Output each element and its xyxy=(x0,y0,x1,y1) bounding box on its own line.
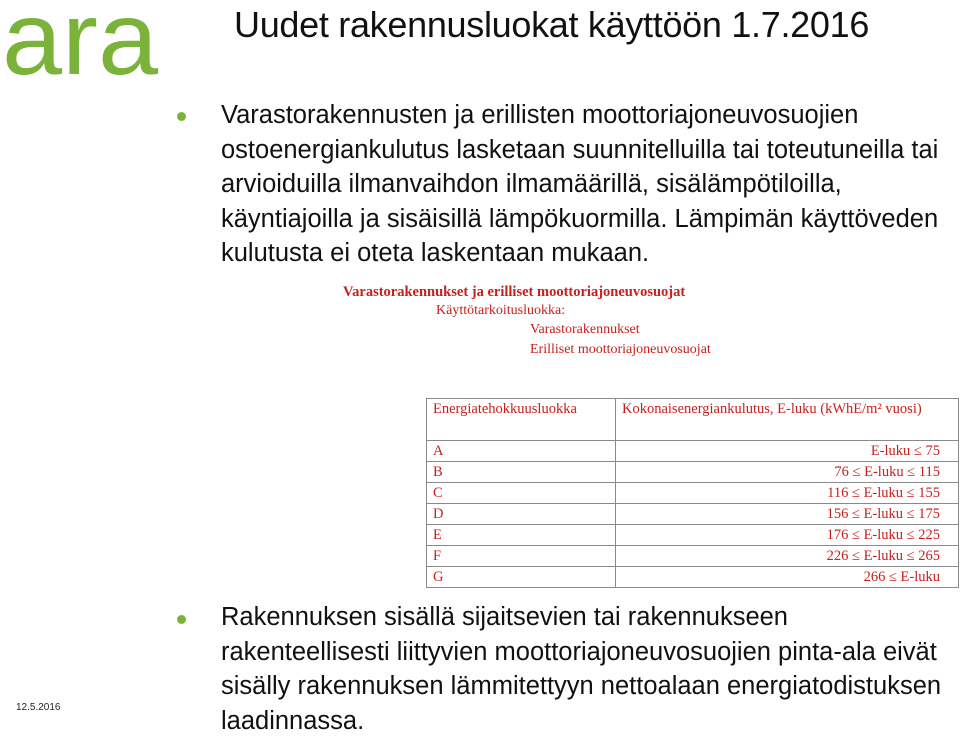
table-row xyxy=(427,483,959,504)
regulation-category: Erilliset moottoriajoneuvosuojat xyxy=(530,342,711,357)
table-row xyxy=(427,567,959,588)
bullet-dot xyxy=(177,112,186,121)
table-row xyxy=(427,504,959,525)
energy-class-cell: B xyxy=(427,462,616,483)
e-value-range-cell: 76 ≤ E-luku ≤ 115 xyxy=(616,462,959,483)
e-value-range-cell: 156 ≤ E-luku ≤ 175 xyxy=(616,504,959,525)
e-value-range-cell: 226 ≤ E-luku ≤ 265 xyxy=(616,546,959,567)
bullet-dot xyxy=(177,615,186,624)
bullet-text: Varastorakennusten ja erillisten moottoriajoneuvosuojien ostoenergiankulutus lasketaan suunnitelluilla tai toteutuneilla tai arvioiduilla ilmanvaihdon ilmamäärillä, sisälämpötiloilla, käyntiajoilla ja sisäisillä lämpökuormilla. Lämpimän käyttöveden kulutusta ei oteta laskentaan mukaan. xyxy=(221,101,939,267)
table-row xyxy=(427,525,959,546)
energy-class-cell: G xyxy=(427,567,616,588)
table-header-row xyxy=(427,399,959,441)
ara-logo xyxy=(2,0,162,82)
slide-title: Uudet rakennusluokat käyttöön 1.7.2016 xyxy=(234,4,870,45)
energy-class-cell: A xyxy=(427,441,616,462)
table-header-cell: Kokonaisenergiankulutus, E-luku (kWhE/m² vuosi) xyxy=(616,399,959,441)
e-value-range-cell: 266 ≤ E-luku xyxy=(616,567,959,588)
energy-class-table xyxy=(426,398,959,588)
e-value-range-cell: 176 ≤ E-luku ≤ 225 xyxy=(616,525,959,546)
slide-date: 12.5.2016 xyxy=(16,702,61,713)
regulation-heading: Varastorakennukset ja erilliset moottoriajoneuvosuojat xyxy=(343,284,686,300)
e-value-range-cell: 116 ≤ E-luku ≤ 155 xyxy=(616,483,959,504)
table-row xyxy=(427,462,959,483)
energy-class-cell: C xyxy=(427,483,616,504)
table-header-cell: Energiatehokkuusluokka xyxy=(427,399,616,441)
energy-class-cell: D xyxy=(427,504,616,525)
table-row xyxy=(427,441,959,462)
ara-logo-text: ara xyxy=(2,0,159,82)
energy-class-cell: E xyxy=(427,525,616,546)
energy-class-cell: F xyxy=(427,546,616,567)
table-row xyxy=(427,546,959,567)
regulation-category: Varastorakennukset xyxy=(530,322,640,337)
regulation-subheading: Käyttötarkoitusluokka: xyxy=(436,303,566,318)
e-value-range-cell: E-luku ≤ 75 xyxy=(616,441,959,462)
bullet-text: Rakennuksen sisällä sijaitsevien tai rakennukseen rakenteellisesti liittyvien moottoriajoneuvosuojien pinta-ala eivät sisälly rakennuksen lämmitettyyn nettoalaan energiatodistuksen laadinnassa. xyxy=(221,603,942,735)
